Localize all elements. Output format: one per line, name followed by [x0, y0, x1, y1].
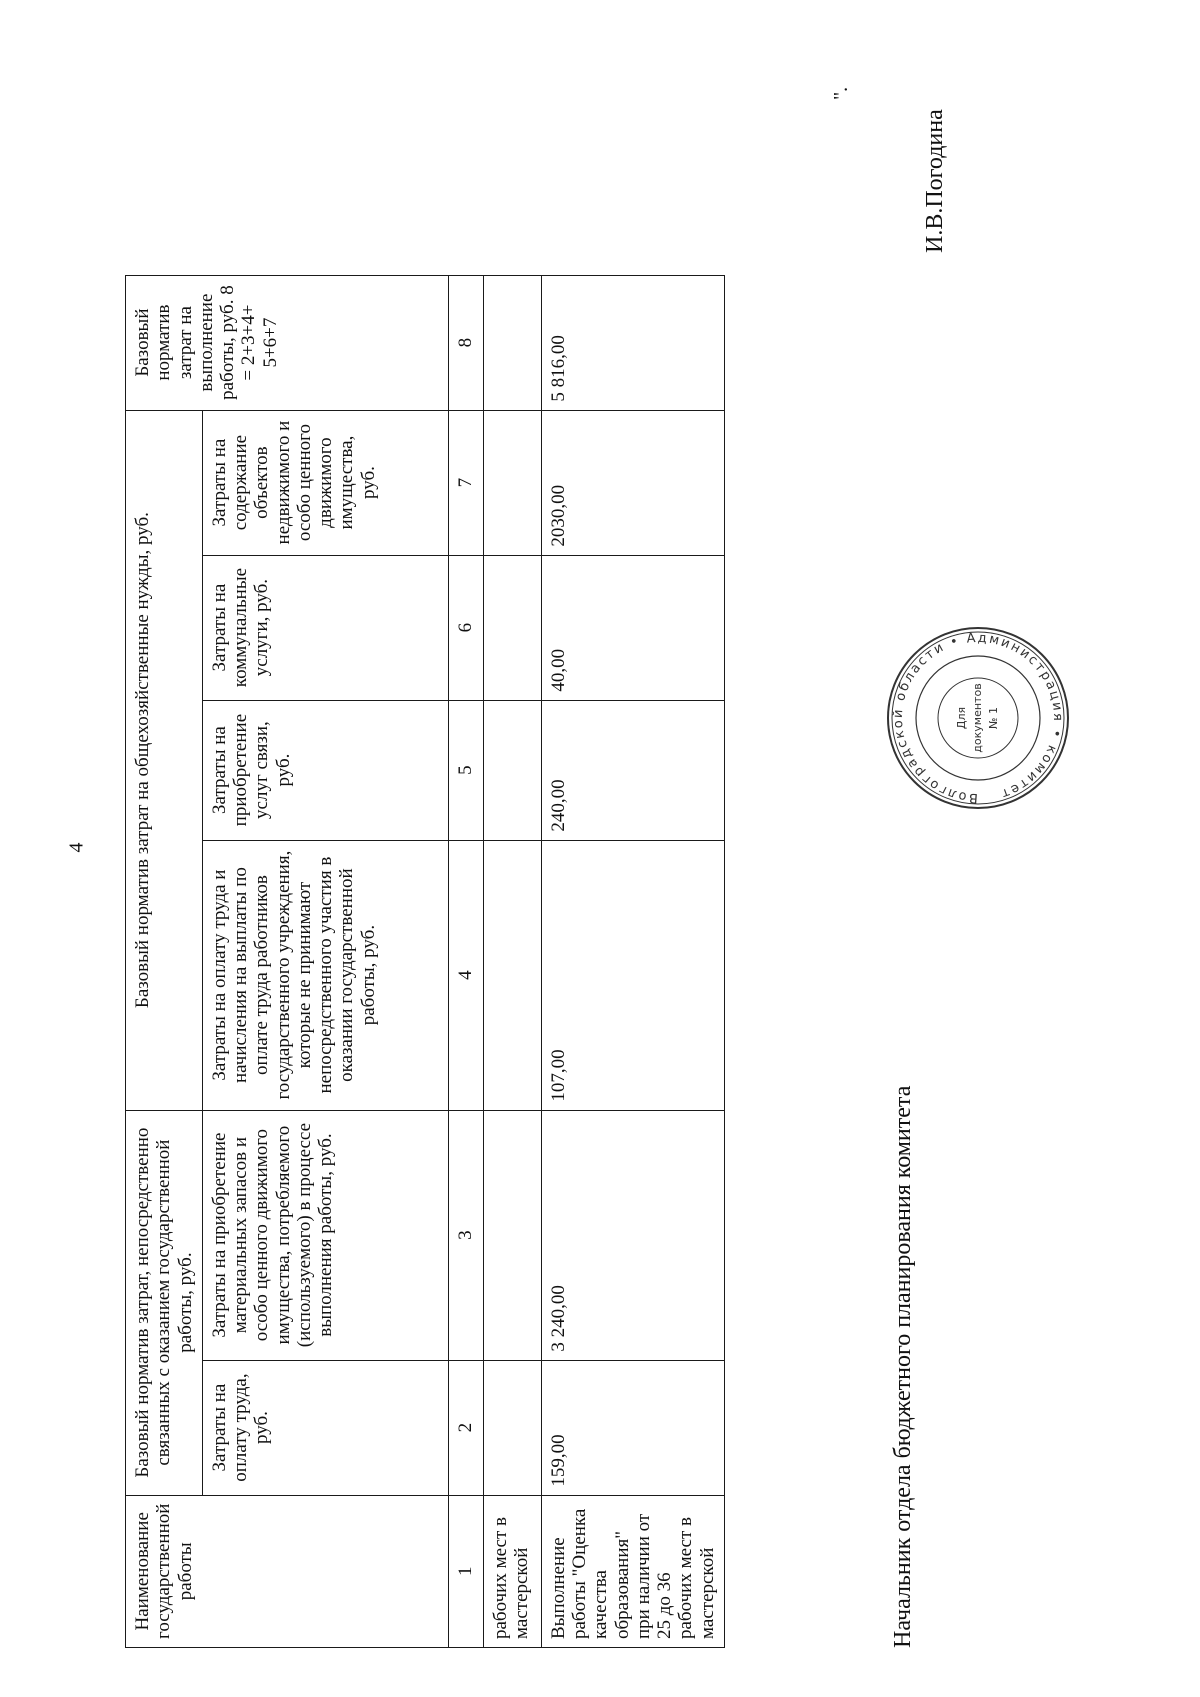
rotated-page-content	[0, 28, 1200, 1648]
page-number: 4	[65, 842, 88, 853]
col-number: 3	[448, 1110, 483, 1360]
col-number: 2	[448, 1360, 483, 1495]
header-property-costs: Затраты на содержание объектов недвижимого и особо ценного движимого имущества, руб.	[202, 410, 448, 555]
header-labor-costs: Затраты на оплату труда, руб.	[202, 1360, 448, 1495]
signatory-name: И.В.Погодина	[922, 109, 948, 253]
continuation-row	[483, 275, 541, 1647]
col-number: 1	[448, 1495, 483, 1647]
value-labor-costs: 159,00	[541, 1360, 724, 1495]
table-cell-empty	[483, 1360, 541, 1495]
seal-center-text: документов	[971, 683, 984, 753]
col-number: 8	[448, 275, 483, 410]
col-number: 4	[448, 840, 483, 1110]
header-direct-costs: Базовый норматив затрат, непосредственно связанных с оказанием государственной работы, руб.	[126, 1110, 203, 1495]
seal-ring-text: Волгоградской области • Администрация • комитет	[890, 630, 1066, 806]
table-cell-empty	[483, 700, 541, 840]
column-number-row	[448, 275, 483, 1647]
col-number: 5	[448, 700, 483, 840]
official-seal-stamp	[883, 623, 1073, 813]
signatory-title: Начальник отдела бюджетного планирования комитета	[890, 1085, 916, 1648]
header-row-2	[202, 275, 448, 1647]
value-total: 5 816,00	[541, 275, 724, 410]
value-communication-costs: 240,00	[541, 700, 724, 840]
seal-center-text: № 1	[987, 707, 1000, 729]
table-cell-empty	[483, 410, 541, 555]
header-staff-costs: Затраты на оплату труда и начисления на выплаты по оплате труда работников государственного учреждения, которые не принимают непосредственного участия в оказании государственной работы, руб.	[202, 840, 448, 1110]
continuation-row-name: рабочих мест в мастерской	[483, 1495, 541, 1647]
value-materials-costs: 3 240,00	[541, 1110, 724, 1360]
cost-norm-table	[125, 275, 725, 1648]
value-utilities-costs: 40,00	[541, 555, 724, 700]
value-staff-costs: 107,00	[541, 840, 724, 1110]
table-cell-empty	[483, 275, 541, 410]
header-utilities-costs: Затраты на коммунальные услуги, руб.	[202, 555, 448, 700]
header-general-costs: Базовый норматив затрат на общехозяйственные нужды, руб.	[126, 410, 203, 1110]
header-row-1	[126, 275, 203, 1647]
col-number: 7	[448, 410, 483, 555]
closing-quote: ".	[830, 86, 852, 100]
value-property-costs: 2030,00	[541, 410, 724, 555]
header-materials-costs: Затраты на приобретение материальных запасов и особо ценного движимого имущества, потребляемого (используемого) в процессе выполнения работы, руб.	[202, 1110, 448, 1360]
seal-center-text: Для	[955, 706, 968, 730]
table-cell-empty	[483, 555, 541, 700]
table-cell-empty	[483, 1110, 541, 1360]
table-cell-empty	[483, 840, 541, 1110]
data-row	[541, 275, 724, 1647]
work-name-cell: Выполнение работы "Оценка качества образования" при наличии от 25 до 36 рабочих мест в мастерской	[541, 1495, 724, 1647]
header-total: Базовый норматив затрат на выполнение работы, руб. 8 = 2+3+4+ 5+6+7	[126, 275, 449, 410]
header-work-name: Наименование государственной работы	[126, 1495, 449, 1647]
col-number: 6	[448, 555, 483, 700]
header-communication-costs: Затраты на приобретение услуг связи, руб.	[202, 700, 448, 840]
